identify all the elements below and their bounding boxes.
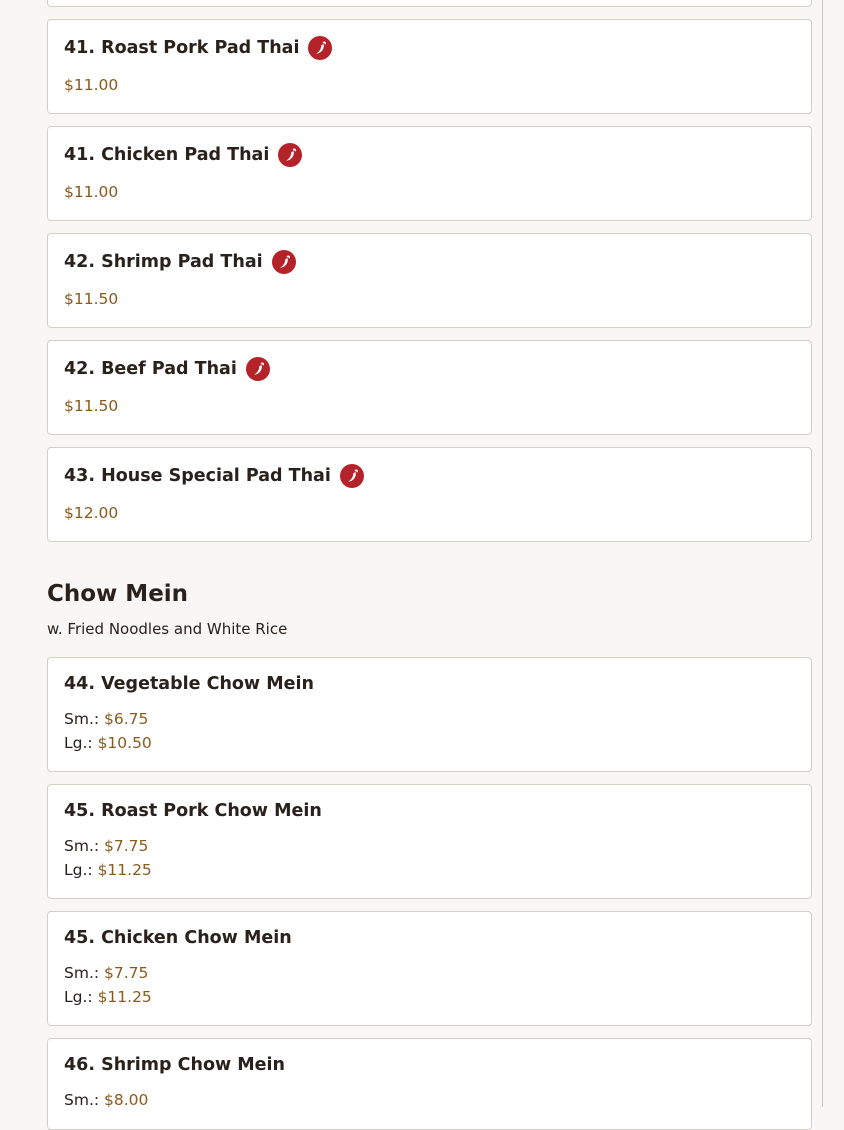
- chili-pepper-icon: [278, 143, 302, 167]
- menu-item-title: [64, 928, 292, 948]
- menu-item-title: [64, 36, 332, 60]
- size-price: $6.75: [104, 710, 149, 728]
- menu-item-card[interactable]: [47, 657, 812, 772]
- menu-item-name: 42. Shrimp Pad Thai: [64, 252, 263, 272]
- menu-item-price: $12.00: [64, 504, 119, 522]
- size-price: $11.25: [97, 861, 152, 879]
- size-label: Sm.:: [64, 964, 100, 982]
- menu-item-card[interactable]: [47, 911, 812, 1026]
- chili-pepper-icon: [308, 36, 332, 60]
- menu-item-name: 44. Vegetable Chow Mein: [64, 674, 314, 694]
- section-title: Chow Mein: [47, 581, 189, 607]
- menu-item-title: [64, 674, 314, 694]
- menu-item-card[interactable]: [47, 0, 812, 7]
- menu-item-card[interactable]: [47, 784, 812, 899]
- size-price-row: [64, 1091, 148, 1109]
- section-subtitle: w. Fried Noodles and White Rice: [47, 620, 288, 638]
- chili-pepper-icon: [246, 357, 270, 381]
- size-label: Sm.:: [64, 710, 100, 728]
- menu-item-price: $11.00: [64, 183, 119, 201]
- menu-item-card[interactable]: [47, 1038, 812, 1130]
- menu-item-name: 45. Roast Pork Chow Mein: [64, 801, 322, 821]
- size-label: Lg.:: [64, 734, 93, 752]
- size-price-row: [64, 964, 148, 982]
- menu-item-card[interactable]: [47, 126, 812, 221]
- scrollbar-divider: [822, 0, 823, 1107]
- size-price-row: [64, 734, 152, 752]
- menu-item-name: 45. Chicken Chow Mein: [64, 928, 292, 948]
- chili-pepper-icon: [272, 250, 296, 274]
- menu-item-title: [64, 464, 364, 488]
- menu-item-title: [64, 357, 270, 381]
- menu-item-price: $11.50: [64, 290, 119, 308]
- menu-item-name: 43. House Special Pad Thai: [64, 466, 331, 486]
- menu-item-price: $11.50: [64, 397, 119, 415]
- size-price: $7.75: [104, 837, 149, 855]
- size-price: $10.50: [97, 734, 152, 752]
- size-price: $7.75: [104, 964, 149, 982]
- menu-item-name: 41. Roast Pork Pad Thai: [64, 38, 300, 58]
- menu-item-title: [64, 143, 302, 167]
- size-price-row: [64, 861, 152, 879]
- menu-item-name: 46. Shrimp Chow Mein: [64, 1055, 285, 1075]
- size-price-row: [64, 837, 148, 855]
- menu-item-card[interactable]: [47, 447, 812, 542]
- menu-item-card[interactable]: [47, 19, 812, 114]
- menu-item-name: 42. Beef Pad Thai: [64, 359, 237, 379]
- menu-item-card[interactable]: [47, 233, 812, 328]
- size-price-row: [64, 710, 148, 728]
- chili-pepper-icon: [340, 464, 364, 488]
- size-price: $11.25: [97, 988, 152, 1006]
- size-price-row: [64, 988, 152, 1006]
- size-label: Sm.:: [64, 1091, 100, 1109]
- size-label: Sm.:: [64, 837, 100, 855]
- menu-item-title: [64, 250, 296, 274]
- menu-item-price: $11.00: [64, 76, 119, 94]
- menu-item-title: [64, 1055, 285, 1075]
- menu-item-title: [64, 801, 322, 821]
- size-label: Lg.:: [64, 988, 93, 1006]
- menu-item-name: 41. Chicken Pad Thai: [64, 145, 270, 165]
- size-label: Lg.:: [64, 861, 93, 879]
- menu-item-card[interactable]: [47, 340, 812, 435]
- size-price: $8.00: [104, 1091, 149, 1109]
